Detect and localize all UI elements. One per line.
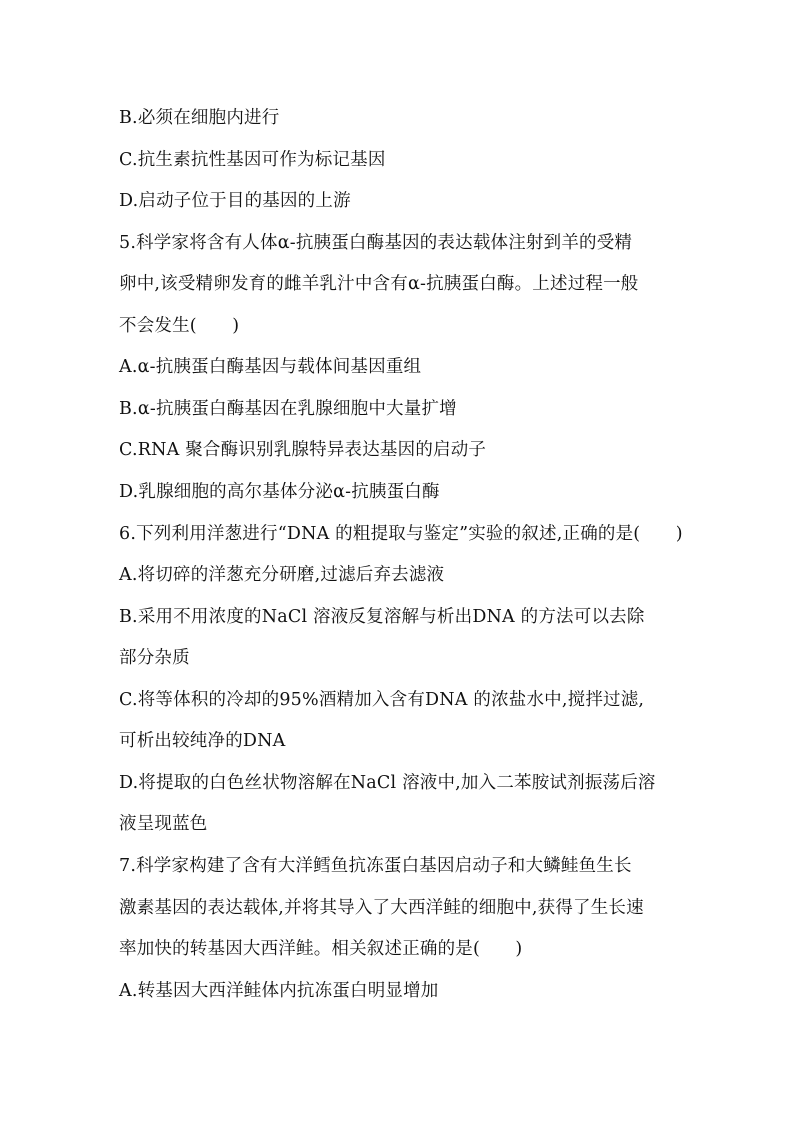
option-b-q6-line-2: 部分杂质 [119,648,190,668]
question-5-line-1: 5.科学家将含有人体α-抗胰蛋白酶基因的表达载体注射到羊的受精 [119,233,633,253]
option-c-q6-line-1: C.将等体积的冷却的95%酒精加入含有DNA 的浓盐水中,搅拌过滤, [119,690,645,710]
option-d-q6-line-1: D.将提取的白色丝状物溶解在NaCl 溶液中,加入二苯胺试剂振荡后溶 [119,773,656,793]
question-5-line-3: 不会发生( ) [119,316,240,336]
option-b-q5: B.α-抗胰蛋白酶基因在乳腺细胞中大量扩增 [119,399,457,419]
question-7-line-3: 率加快的转基因大西洋鲑。相关叙述正确的是( ) [119,939,523,959]
option-a-q7: A.转基因大西洋鲑体内抗冻蛋白明显增加 [119,981,439,1001]
option-b-q6-line-1: B.采用不用浓度的NaCl 溶液反复溶解与析出DNA 的方法可以去除 [119,607,645,627]
question-7-line-2: 激素基因的表达载体,并将其导入了大西洋鲑的细胞中,获得了生长速 [119,898,644,918]
option-c-q6-line-2: 可析出较纯净的DNA [119,731,286,751]
option-a-q6: A.将切碎的洋葱充分研磨,过滤后弃去滤液 [119,565,445,585]
option-d-q5: D.乳腺细胞的高尔基体分泌α-抗胰蛋白酶 [119,482,440,502]
question-5-line-2: 卵中,该受精卵发育的雌羊乳汁中含有α-抗胰蛋白酶。上述过程一般 [119,274,639,294]
option-a-q5: A.α-抗胰蛋白酶基因与载体间基因重组 [119,357,422,377]
option-d-q6-line-2: 液呈现蓝色 [119,814,208,834]
question-6-line-1: 6.下列利用洋葱进行“DNA 的粗提取与鉴定”实验的叙述,正确的是( ) [119,524,683,544]
option-d-q4: D.启动子位于目的基因的上游 [119,191,351,211]
question-7-line-1: 7.科学家构建了含有大洋鳕鱼抗冻蛋白基因启动子和大鳞鲑鱼生长 [119,856,632,876]
option-c-q4: C.抗生素抗性基因可作为标记基因 [119,150,386,170]
option-b-q4: B.必须在细胞内进行 [119,108,280,128]
option-c-q5: C.RNA 聚合酶识别乳腺特异表达基因的启动子 [119,440,487,460]
